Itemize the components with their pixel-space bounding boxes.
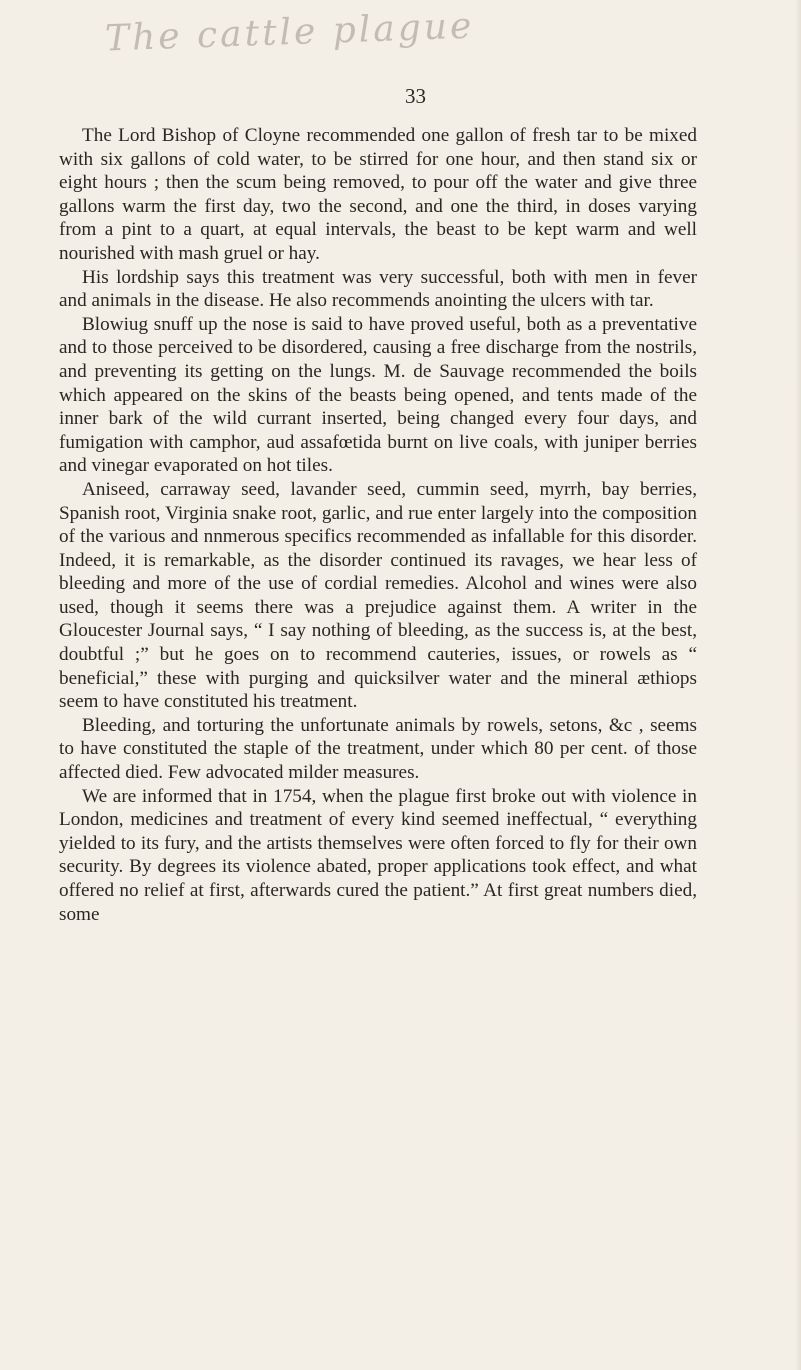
paragraph: Aniseed, carraway seed, lavander seed, cummin seed, myrrh, bay berries, Spanish root, Virginia snake root, garlic, and rue enter largely into the composition of the various and nnmerous specifics recommended as infallable for this disorder. Indeed, it is remarkable, as the disorder continued its ravages, we hear less of bleeding and more of the use of cordial remedies. Alcohol and wines were also used, though it seems there was a prejudice against them. A writer in the Gloucester Journal says, “ I say nothing of bleeding, as the success is, at the best, doubtful ;” but he goes on to recommend cauteries, issues, or rowels as “ beneficial,” these with purging and quicksilver water and the mineral æthiops seem to have constituted his treatment.: [59, 478, 697, 713]
page-edge-shadow: [795, 0, 801, 1370]
paragraph: Blowiug snuff up the nose is said to have proved useful, both as a preventative and to those perceived to be disordered, causing a free discharge from the nostrils, and preventing its getting on the lungs. M. de Sauvage recommended the boils which appeared on the skins of the beasts being opened, and tents made of the inner bark of the wild currant inserted, being changed every four days, and fumigation with camphor, aud assafœtida burnt on live coals, with juniper berries and vinegar evaporated on hot tiles.: [59, 313, 697, 477]
handwritten-note: The cattle plague: [104, 5, 475, 60]
paragraph: His lordship says this treatment was very successful, both with men in fever and animals in the disease. He also recommends anointing the ulcers with tar.: [59, 266, 697, 312]
page-body: [59, 124, 697, 926]
paragraph: The Lord Bishop of Cloyne recommended one gallon of fresh tar to be mixed with six gallons of cold water, to be stirred for one hour, and then stand six or eight hours ; then the scum being removed, to pour off the water and give three gallons warm the first day, two the second, and one the third, in doses varying from a pint to a quart, at equal intervals, the beast to be kept warm and well nourished with mash gruel or hay.: [59, 125, 697, 264]
paragraph: Bleeding, and torturing the unfortunate animals by rowels, setons, &c , seems to have constituted the staple of the treatment, under which 80 per cent. of those affected died. Few advocated milder measures.: [59, 714, 697, 784]
paragraph: We are informed that in 1754, when the plague first broke out with violence in London, medicines and treatment of every kind seemed ineffectual, “ everything yielded to its fury, and the artists themselves were often forced to fly for their own security. By degrees its violence abated, proper applications took effect, and what offered no relief at first, afterwards cured the patient.” At first great numbers died, some: [59, 785, 697, 925]
page-number: 33: [405, 84, 426, 108]
